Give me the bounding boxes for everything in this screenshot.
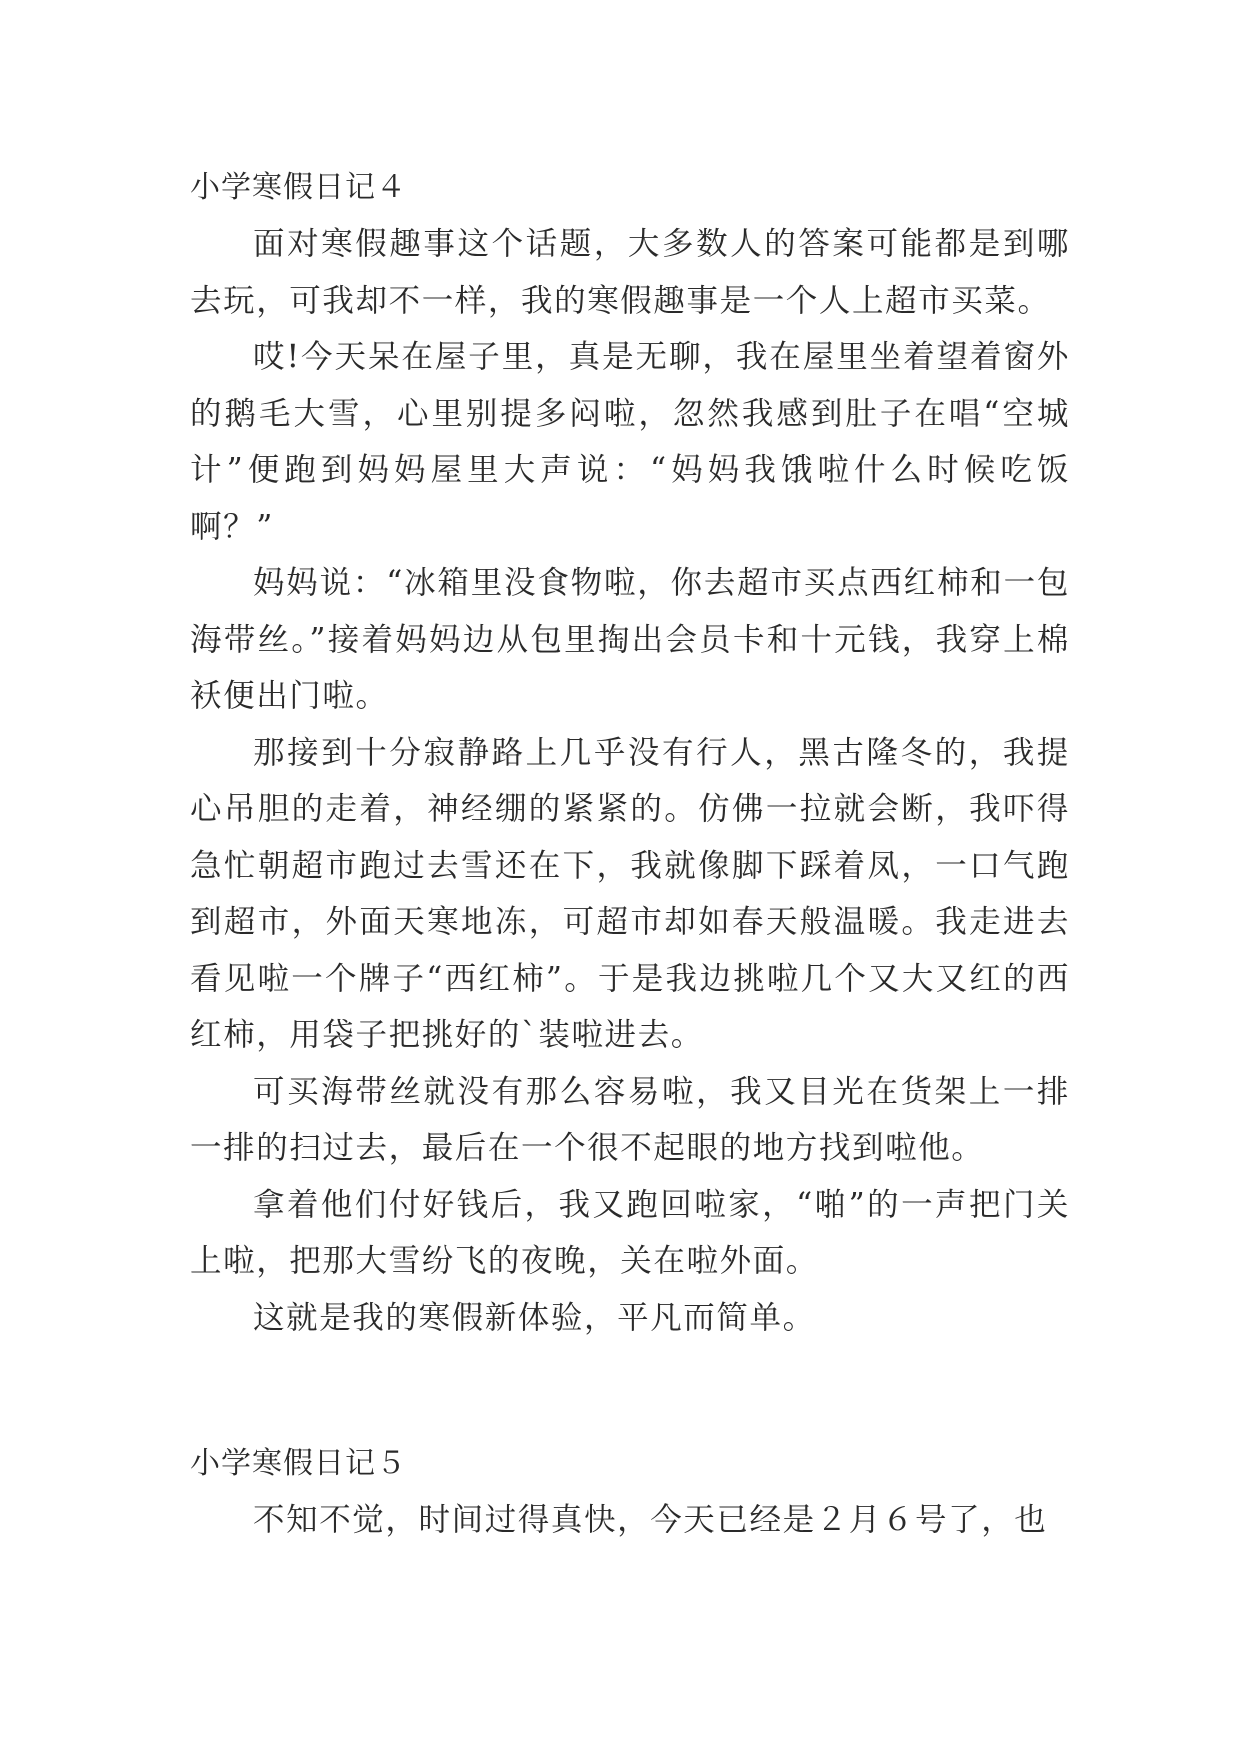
diary-entry-4: [190, 160, 1070, 1346]
diary-entry-5: [190, 1436, 1070, 1549]
diary-4-paragraph-7: 这就是我的寒假新体验，平凡而简单。: [253, 1299, 816, 1336]
diary-5-paragraph-1: 不知不觉，时间过得真快，今天已经是２月６号了，也: [253, 1502, 1048, 1538]
diary-4-paragraph-6: 拿着他们付好钱后，我又跑回啦家，“啪”的一声把门关上啦，把那大雪纷飞的夜晚，关在啦外面。: [190, 1186, 1070, 1279]
diary-4-paragraph-5: 可买海带丝就没有那么容易啦，我又目光在货架上一排一排的扫过去，最后在一个很不起眼的地方找到啦他。: [190, 1073, 1070, 1166]
diary-4-title: 小学寒假日记４: [190, 170, 407, 205]
diary-4-paragraph-1: 面对寒假趣事这个话题，大多数人的答案可能都是到哪去玩，可我却不一样，我的寒假趣事是一个人上超市买菜。: [190, 226, 1070, 319]
diary-4-paragraph-3: 妈妈说：“冰箱里没食物啦，你去超市买点西红柿和一包海带丝。”接着妈妈边从包里掏出会员卡和十元钱，我穿上棉袄便出门啦。: [190, 565, 1070, 714]
diary-4-paragraph-2: 哎!今天呆在屋子里，真是无聊，我在屋里坐着望着窗外的鹅毛大雪，心里别提多闷啦，忽然我感到肚子在唱“空城计”便跑到妈妈屋里大声说：“妈妈我饿啦什么时候吃饭啊？”: [190, 339, 1070, 545]
diary-5-title: 小学寒假日记５: [190, 1446, 407, 1481]
diary-4-paragraph-4: 那接到十分寂静路上几乎没有行人，黑古隆冬的，我提心吊胆的走着，神经绷的紧紧的。仿佛一拉就会断，我吓得急忙朝超市跑过去雪还在下，我就像脚下踩着凤，一口气跑到超市，外面天寒地冻，可超市却如春天般温暖。我走进去看见啦一个牌子“西红柿”。于是我边挑啦几个又大又红的西红柿，用袋子把挑好的`装啦进去。: [190, 734, 1070, 1053]
